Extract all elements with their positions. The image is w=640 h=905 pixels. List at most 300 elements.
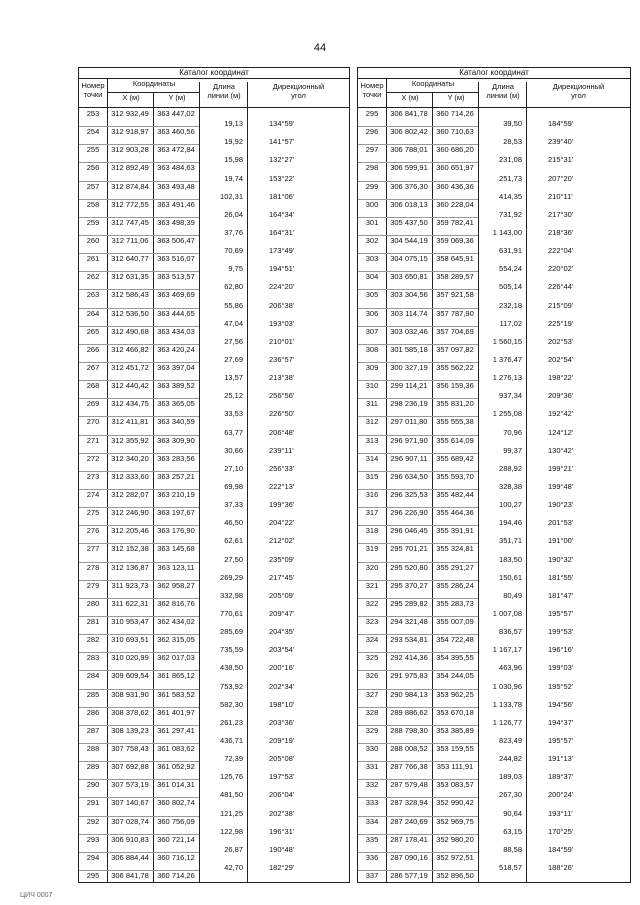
line-length: 70,96 bbox=[503, 428, 522, 437]
segment-row: 1 133,78 194°56' bbox=[358, 699, 630, 711]
y-coordinate: 363 397,04 bbox=[157, 363, 195, 372]
point-number: 271 bbox=[86, 436, 100, 445]
line-length: 231,08 bbox=[499, 155, 522, 164]
header-line-length: Длина линии (м) bbox=[478, 82, 527, 107]
point-number: 264 bbox=[86, 309, 100, 318]
y-coordinate: 360 714,26 bbox=[157, 871, 195, 880]
x-coordinate: 312 333,60 bbox=[111, 472, 149, 481]
x-coordinate: 312 411,81 bbox=[111, 417, 149, 426]
point-number: 267 bbox=[86, 363, 100, 372]
point-number: 316 bbox=[365, 490, 379, 499]
segment-row: 231,08 215°31' bbox=[358, 154, 630, 166]
catalog-title: Каталог координат bbox=[79, 68, 349, 79]
segment-row: 63,77 206°48' bbox=[79, 427, 349, 439]
y-coordinate: 360 710,63 bbox=[436, 127, 474, 136]
y-coordinate: 357 921,58 bbox=[436, 290, 474, 299]
y-coordinate: 355 593,70 bbox=[436, 472, 474, 481]
y-coordinate: 354 244,05 bbox=[436, 671, 474, 680]
y-coordinate: 353 083,57 bbox=[436, 780, 474, 789]
catalog-title: Каталог координат bbox=[358, 68, 630, 79]
line-length: 937,34 bbox=[499, 391, 522, 400]
segment-row: 46,50 204°22' bbox=[79, 517, 349, 529]
x-coordinate: 293 534,81 bbox=[390, 635, 428, 644]
header-coordinates: Координаты bbox=[386, 79, 479, 93]
segment-row: 37,33 199°36' bbox=[79, 499, 349, 511]
segment-row: 1 007,08 195°57' bbox=[358, 608, 630, 620]
y-coordinate: 363 257,21 bbox=[157, 472, 195, 481]
point-number: 276 bbox=[86, 526, 100, 535]
y-coordinate: 355 464,36 bbox=[436, 508, 474, 517]
line-length: 42,70 bbox=[224, 863, 243, 872]
line-length: 735,59 bbox=[220, 645, 243, 654]
x-coordinate: 311 923,73 bbox=[111, 581, 149, 590]
line-length: 518,57 bbox=[499, 863, 522, 872]
point-number: 258 bbox=[86, 200, 100, 209]
y-coordinate: 363 389,52 bbox=[157, 381, 195, 390]
line-length: 438,50 bbox=[220, 663, 243, 672]
point-number: 299 bbox=[365, 182, 379, 191]
point-number: 270 bbox=[86, 417, 100, 426]
point-number: 292 bbox=[86, 817, 100, 826]
segment-row: 1 126,77 194°37' bbox=[358, 717, 630, 729]
header-line-length: Длина линии (м) bbox=[199, 82, 248, 107]
line-length: 55,86 bbox=[224, 301, 243, 310]
point-number: 331 bbox=[365, 762, 379, 771]
point-number: 253 bbox=[86, 109, 100, 118]
segment-row: 436,71 209°19' bbox=[79, 735, 349, 747]
x-coordinate: 312 874,84 bbox=[111, 182, 149, 191]
column-divider bbox=[526, 108, 527, 882]
x-coordinate: 303 650,81 bbox=[390, 272, 428, 281]
x-coordinate: 312 490,68 bbox=[111, 327, 149, 336]
header-y: Y (м) bbox=[432, 93, 479, 107]
y-coordinate: 363 340,59 bbox=[157, 417, 195, 426]
point-number: 257 bbox=[86, 182, 100, 191]
line-length: 261,23 bbox=[220, 718, 243, 727]
point-number: 329 bbox=[365, 726, 379, 735]
x-coordinate: 312 246,90 bbox=[111, 508, 149, 517]
y-coordinate: 363 197,67 bbox=[157, 508, 195, 517]
x-coordinate: 306 376,30 bbox=[390, 182, 428, 191]
x-coordinate: 295 520,80 bbox=[390, 563, 428, 572]
y-coordinate: 360 756,09 bbox=[157, 817, 195, 826]
line-length: 1 276,13 bbox=[492, 373, 522, 382]
line-length: 1 255,08 bbox=[492, 409, 522, 418]
x-coordinate: 312 440,42 bbox=[111, 381, 149, 390]
segment-row: 505,14 226°44' bbox=[358, 281, 630, 293]
x-coordinate: 312 711,06 bbox=[111, 236, 149, 245]
line-length: 463,96 bbox=[499, 663, 522, 672]
point-number: 285 bbox=[86, 690, 100, 699]
segment-row: 836,57 199°53' bbox=[358, 626, 630, 638]
y-coordinate: 360 802,74 bbox=[157, 798, 195, 807]
x-coordinate: 287 178,41 bbox=[390, 835, 428, 844]
line-length: 505,14 bbox=[499, 282, 522, 291]
segment-row: 27,50 235°09' bbox=[79, 554, 349, 566]
y-coordinate: 361 083,62 bbox=[157, 744, 195, 753]
y-coordinate: 362 017,03 bbox=[157, 653, 195, 662]
x-coordinate: 312 152,38 bbox=[111, 544, 149, 553]
point-number: 283 bbox=[86, 653, 100, 662]
segment-row: 1 560,15 202°53' bbox=[358, 336, 630, 348]
x-coordinate: 312 772,55 bbox=[111, 200, 149, 209]
y-coordinate: 359 069,36 bbox=[436, 236, 474, 245]
segment-row: 351,71 191°00' bbox=[358, 535, 630, 547]
point-number: 289 bbox=[86, 762, 100, 771]
point-number: 278 bbox=[86, 563, 100, 572]
x-coordinate: 298 236,19 bbox=[390, 399, 428, 408]
y-coordinate: 362 315,05 bbox=[157, 635, 195, 644]
line-length: 232,18 bbox=[499, 301, 522, 310]
segment-row: 554,24 220°02' bbox=[358, 263, 630, 275]
y-coordinate: 358 289,57 bbox=[436, 272, 474, 281]
x-coordinate: 312 466,82 bbox=[111, 345, 149, 354]
segment-row: 55,86 206°38' bbox=[79, 300, 349, 312]
x-coordinate: 312 434,75 bbox=[111, 399, 149, 408]
x-coordinate: 295 701,21 bbox=[390, 544, 428, 553]
segment-row: 13,57 213°38' bbox=[79, 372, 349, 384]
point-number: 305 bbox=[365, 290, 379, 299]
point-number: 280 bbox=[86, 599, 100, 608]
line-length: 46,50 bbox=[224, 518, 243, 527]
line-length: 25,12 bbox=[224, 391, 243, 400]
x-coordinate: 312 918,97 bbox=[111, 127, 149, 136]
line-length: 328,38 bbox=[499, 482, 522, 491]
line-length: 69,98 bbox=[224, 482, 243, 491]
point-number: 295 bbox=[86, 871, 100, 880]
line-length: 19,92 bbox=[224, 137, 243, 146]
x-coordinate: 306 788,01 bbox=[390, 145, 428, 154]
point-number: 281 bbox=[86, 617, 100, 626]
header-point-number: Номер точки bbox=[360, 81, 384, 99]
point-number: 312 bbox=[365, 417, 379, 426]
line-length: 1 030,96 bbox=[492, 682, 522, 691]
line-length: 436,71 bbox=[220, 736, 243, 745]
x-coordinate: 296 226,90 bbox=[390, 508, 428, 517]
segment-row: 27,56 210°01' bbox=[79, 336, 349, 348]
x-coordinate: 296 325,53 bbox=[390, 490, 428, 499]
point-number: 318 bbox=[365, 526, 379, 535]
point-number: 266 bbox=[86, 345, 100, 354]
x-coordinate: 288 008,52 bbox=[390, 744, 428, 753]
segment-row: 288,92 199°21' bbox=[358, 463, 630, 475]
y-coordinate: 357 097,82 bbox=[436, 345, 474, 354]
y-coordinate: 361 865,12 bbox=[157, 671, 195, 680]
x-coordinate: 306 599,91 bbox=[390, 163, 428, 172]
point-number: 261 bbox=[86, 254, 100, 263]
y-coordinate: 352 969,75 bbox=[436, 817, 474, 826]
line-length: 19,13 bbox=[224, 119, 243, 128]
y-coordinate: 356 159,36 bbox=[436, 381, 474, 390]
line-length: 288,92 bbox=[499, 464, 522, 473]
table-body bbox=[358, 108, 630, 882]
x-coordinate: 289 886,62 bbox=[390, 708, 428, 717]
y-coordinate: 355 283,73 bbox=[436, 599, 474, 608]
x-coordinate: 312 205,46 bbox=[111, 526, 149, 535]
point-number: 311 bbox=[366, 399, 378, 408]
x-coordinate: 312 282,07 bbox=[111, 490, 149, 499]
segment-row: 117,02 225°19' bbox=[358, 318, 630, 330]
x-coordinate: 312 631,35 bbox=[111, 272, 149, 281]
line-length: 37,33 bbox=[224, 500, 243, 509]
point-number: 295 bbox=[365, 109, 379, 118]
line-length: 125,76 bbox=[220, 772, 243, 781]
segment-row: 100,27 190°23' bbox=[358, 499, 630, 511]
segment-row: 770,61 209°47' bbox=[79, 608, 349, 620]
line-length: 1 376,47 bbox=[492, 355, 522, 364]
point-number: 328 bbox=[365, 708, 379, 717]
x-coordinate: 296 634,50 bbox=[390, 472, 428, 481]
line-length: 351,71 bbox=[499, 536, 522, 545]
line-length: 30,66 bbox=[224, 446, 243, 455]
x-coordinate: 287 328,94 bbox=[390, 798, 428, 807]
line-length: 1 007,08 bbox=[492, 609, 522, 618]
x-coordinate: 310 953,47 bbox=[111, 617, 149, 626]
x-coordinate: 291 975,83 bbox=[390, 671, 428, 680]
x-coordinate: 287 090,16 bbox=[390, 853, 428, 862]
footer-mark: ЦИЧ 0007 bbox=[20, 892, 53, 899]
y-coordinate: 355 482,44 bbox=[436, 490, 474, 499]
point-number: 262 bbox=[86, 272, 100, 281]
x-coordinate: 307 758,43 bbox=[111, 744, 149, 753]
line-length: 1 560,15 bbox=[492, 337, 522, 346]
point-number: 284 bbox=[86, 671, 100, 680]
y-coordinate: 352 980,20 bbox=[436, 835, 474, 844]
x-coordinate: 312 340,20 bbox=[111, 454, 149, 463]
point-number: 298 bbox=[365, 163, 379, 172]
y-coordinate: 360 228,04 bbox=[436, 200, 474, 209]
point-number: 309 bbox=[365, 363, 379, 372]
line-length: 26,04 bbox=[224, 210, 243, 219]
x-coordinate: 312 903,28 bbox=[111, 145, 149, 154]
point-number: 330 bbox=[365, 744, 379, 753]
line-length: 15,98 bbox=[224, 155, 243, 164]
segment-row: 251,73 207°20' bbox=[358, 173, 630, 185]
y-coordinate: 355 689,42 bbox=[436, 454, 474, 463]
point-number: 313 bbox=[365, 436, 379, 445]
y-coordinate: 362 816,76 bbox=[157, 599, 195, 608]
y-coordinate: 355 391,91 bbox=[436, 526, 474, 535]
x-coordinate: 301 585,18 bbox=[390, 345, 428, 354]
line-length: 1 133,78 bbox=[492, 700, 522, 709]
x-coordinate: 309 609,54 bbox=[111, 671, 149, 680]
segment-row: 27,10 256°33' bbox=[79, 463, 349, 475]
segment-row: 1 030,96 195°52' bbox=[358, 681, 630, 693]
line-length: 183,50 bbox=[499, 555, 522, 564]
point-number: 256 bbox=[86, 163, 100, 172]
y-coordinate: 363 283,56 bbox=[157, 454, 195, 463]
point-number: 260 bbox=[86, 236, 100, 245]
x-coordinate: 307 028,74 bbox=[111, 817, 149, 826]
y-coordinate: 363 513,57 bbox=[157, 272, 195, 281]
column-divider bbox=[247, 108, 248, 882]
column-divider bbox=[478, 108, 479, 882]
segment-row: 1 376,47 202°54' bbox=[358, 354, 630, 366]
line-length: 47,04 bbox=[224, 319, 243, 328]
y-coordinate: 353 385,89 bbox=[436, 726, 474, 735]
y-coordinate: 363 210,19 bbox=[157, 490, 195, 499]
y-coordinate: 360 716,12 bbox=[157, 853, 195, 862]
line-length: 88,58 bbox=[503, 845, 522, 854]
x-coordinate: 312 640,77 bbox=[111, 254, 149, 263]
x-coordinate: 308 139,23 bbox=[111, 726, 149, 735]
segment-row: 121,25 202°38' bbox=[79, 808, 349, 820]
table-header bbox=[358, 79, 630, 108]
x-coordinate: 290 984,13 bbox=[390, 690, 428, 699]
point-number: 272 bbox=[86, 454, 100, 463]
y-coordinate: 363 444,65 bbox=[157, 309, 195, 318]
x-coordinate: 308 931,90 bbox=[111, 690, 149, 699]
y-coordinate: 363 365,05 bbox=[157, 399, 195, 408]
x-coordinate: 292 414,36 bbox=[390, 653, 428, 662]
x-coordinate: 300 327,19 bbox=[390, 363, 428, 372]
x-coordinate: 295 289,82 bbox=[390, 599, 428, 608]
y-coordinate: 362 958,27 bbox=[157, 581, 195, 590]
line-length: 63,77 bbox=[224, 428, 243, 437]
y-coordinate: 361 297,41 bbox=[157, 726, 195, 735]
segment-row: 332,98 205°09' bbox=[79, 590, 349, 602]
y-coordinate: 363 145,68 bbox=[157, 544, 195, 553]
line-length: 99,37 bbox=[503, 446, 522, 455]
header-coordinates: Координаты bbox=[107, 79, 200, 93]
segment-row: 122,98 196°31' bbox=[79, 826, 349, 838]
segment-row: 414,35 210°11' bbox=[358, 191, 630, 203]
x-coordinate: 287 579,48 bbox=[390, 780, 428, 789]
y-coordinate: 355 324,81 bbox=[436, 544, 474, 553]
y-coordinate: 363 472,84 bbox=[157, 145, 195, 154]
segment-row: 33,53 226°50' bbox=[79, 408, 349, 420]
point-number: 288 bbox=[86, 744, 100, 753]
y-coordinate: 358 645,91 bbox=[436, 254, 474, 263]
table-body bbox=[79, 108, 349, 882]
x-coordinate: 312 451,72 bbox=[111, 363, 149, 372]
y-coordinate: 363 484,63 bbox=[157, 163, 195, 172]
point-number: 325 bbox=[365, 653, 379, 662]
y-coordinate: 362 434,02 bbox=[157, 617, 195, 626]
y-coordinate: 357 704,69 bbox=[436, 327, 474, 336]
segment-row: 27,69 236°57' bbox=[79, 354, 349, 366]
line-length: 731,92 bbox=[499, 210, 522, 219]
point-number: 293 bbox=[86, 835, 100, 844]
segment-row: 69,98 222°13' bbox=[79, 481, 349, 493]
point-number: 326 bbox=[365, 671, 379, 680]
header-y: Y (м) bbox=[153, 93, 200, 107]
line-length: 582,30 bbox=[220, 700, 243, 709]
segment-row: 631,91 222°04' bbox=[358, 245, 630, 257]
line-length: 1 167,17 bbox=[492, 645, 522, 654]
y-coordinate: 360 686,20 bbox=[436, 145, 474, 154]
segment-row: 26,87 190°48' bbox=[79, 844, 349, 856]
point-number: 332 bbox=[365, 780, 379, 789]
line-length: 267,30 bbox=[499, 790, 522, 799]
y-coordinate: 360 714,26 bbox=[436, 109, 474, 118]
line-length: 189,03 bbox=[499, 772, 522, 781]
y-coordinate: 363 516,07 bbox=[157, 254, 195, 263]
line-length: 121,25 bbox=[220, 809, 243, 818]
point-number: 310 bbox=[365, 381, 379, 390]
segment-row: 25,12 256°56' bbox=[79, 390, 349, 402]
x-coordinate: 297 011,80 bbox=[390, 417, 428, 426]
y-coordinate: 353 159,55 bbox=[436, 744, 474, 753]
y-coordinate: 352 896,50 bbox=[436, 871, 474, 880]
segment-row: 269,29 217°45' bbox=[79, 572, 349, 584]
line-length: 39,50 bbox=[503, 119, 522, 128]
y-coordinate: 363 491,46 bbox=[157, 200, 195, 209]
header-x: X (м) bbox=[386, 93, 433, 107]
segment-row: 42,70 182°29' bbox=[79, 862, 349, 874]
point-number: 273 bbox=[86, 472, 100, 481]
y-coordinate: 355 555,38 bbox=[436, 417, 474, 426]
line-length: 770,61 bbox=[220, 609, 243, 618]
point-number: 259 bbox=[86, 218, 100, 227]
line-length: 26,87 bbox=[224, 845, 243, 854]
point-number: 307 bbox=[365, 327, 379, 336]
x-coordinate: 286 577,19 bbox=[390, 871, 428, 880]
point-number: 315 bbox=[365, 472, 379, 481]
point-number: 320 bbox=[365, 563, 379, 572]
segment-row: 70,96 124°12' bbox=[358, 427, 630, 439]
point-number: 291 bbox=[86, 798, 100, 807]
segment-row: 125,76 197°53' bbox=[79, 771, 349, 783]
y-coordinate: 360 721,14 bbox=[157, 835, 195, 844]
point-number: 314 bbox=[365, 454, 379, 463]
x-coordinate: 305 437,50 bbox=[390, 218, 428, 227]
y-coordinate: 353 670,18 bbox=[436, 708, 474, 717]
y-coordinate: 363 493,48 bbox=[157, 182, 195, 191]
point-number: 317 bbox=[365, 508, 379, 517]
x-coordinate: 303 032,46 bbox=[390, 327, 428, 336]
x-coordinate: 303 114,74 bbox=[390, 309, 428, 318]
segment-row: 328,38 199°48' bbox=[358, 481, 630, 493]
x-coordinate: 296 971,90 bbox=[390, 436, 428, 445]
segment-row: 481,50 206°04' bbox=[79, 789, 349, 801]
line-length: 62,80 bbox=[224, 282, 243, 291]
line-length: 554,24 bbox=[499, 264, 522, 273]
segment-row: 582,30 198°10' bbox=[79, 699, 349, 711]
x-coordinate: 304 075,15 bbox=[390, 254, 428, 263]
y-coordinate: 355 614,09 bbox=[436, 436, 474, 445]
line-length: 631,91 bbox=[499, 246, 522, 255]
segment-row: 753,92 202°34' bbox=[79, 681, 349, 693]
x-coordinate: 287 766,38 bbox=[390, 762, 428, 771]
point-number: 334 bbox=[365, 817, 379, 826]
x-coordinate: 306 910,83 bbox=[111, 835, 149, 844]
point-number: 263 bbox=[86, 290, 100, 299]
coordinate-catalog-left bbox=[78, 67, 350, 883]
y-coordinate: 363 123,11 bbox=[157, 563, 195, 572]
line-length: 27,69 bbox=[224, 355, 243, 364]
y-coordinate: 363 498,39 bbox=[157, 218, 195, 227]
x-coordinate: 306 841,78 bbox=[111, 871, 149, 880]
segment-row: 731,92 217°30' bbox=[358, 209, 630, 221]
x-coordinate: 307 573,19 bbox=[111, 780, 149, 789]
point-number: 303 bbox=[365, 254, 379, 263]
line-length: 102,31 bbox=[220, 192, 243, 201]
x-coordinate: 312 747,45 bbox=[111, 218, 149, 227]
column-divider bbox=[199, 108, 200, 882]
x-coordinate: 306 018,13 bbox=[390, 200, 428, 209]
y-coordinate: 363 447,02 bbox=[157, 109, 195, 118]
y-coordinate: 355 291,27 bbox=[436, 563, 474, 572]
segment-row: 19,74 153°22' bbox=[79, 173, 349, 185]
y-coordinate: 360 651,97 bbox=[436, 163, 474, 172]
segment-row: 39,50 184°59' bbox=[358, 118, 630, 130]
y-coordinate: 352 990,42 bbox=[436, 798, 474, 807]
x-coordinate: 288 798,30 bbox=[390, 726, 428, 735]
point-number: 286 bbox=[86, 708, 100, 717]
line-length: 9,75 bbox=[228, 264, 243, 273]
y-coordinate: 361 401,97 bbox=[157, 708, 195, 717]
